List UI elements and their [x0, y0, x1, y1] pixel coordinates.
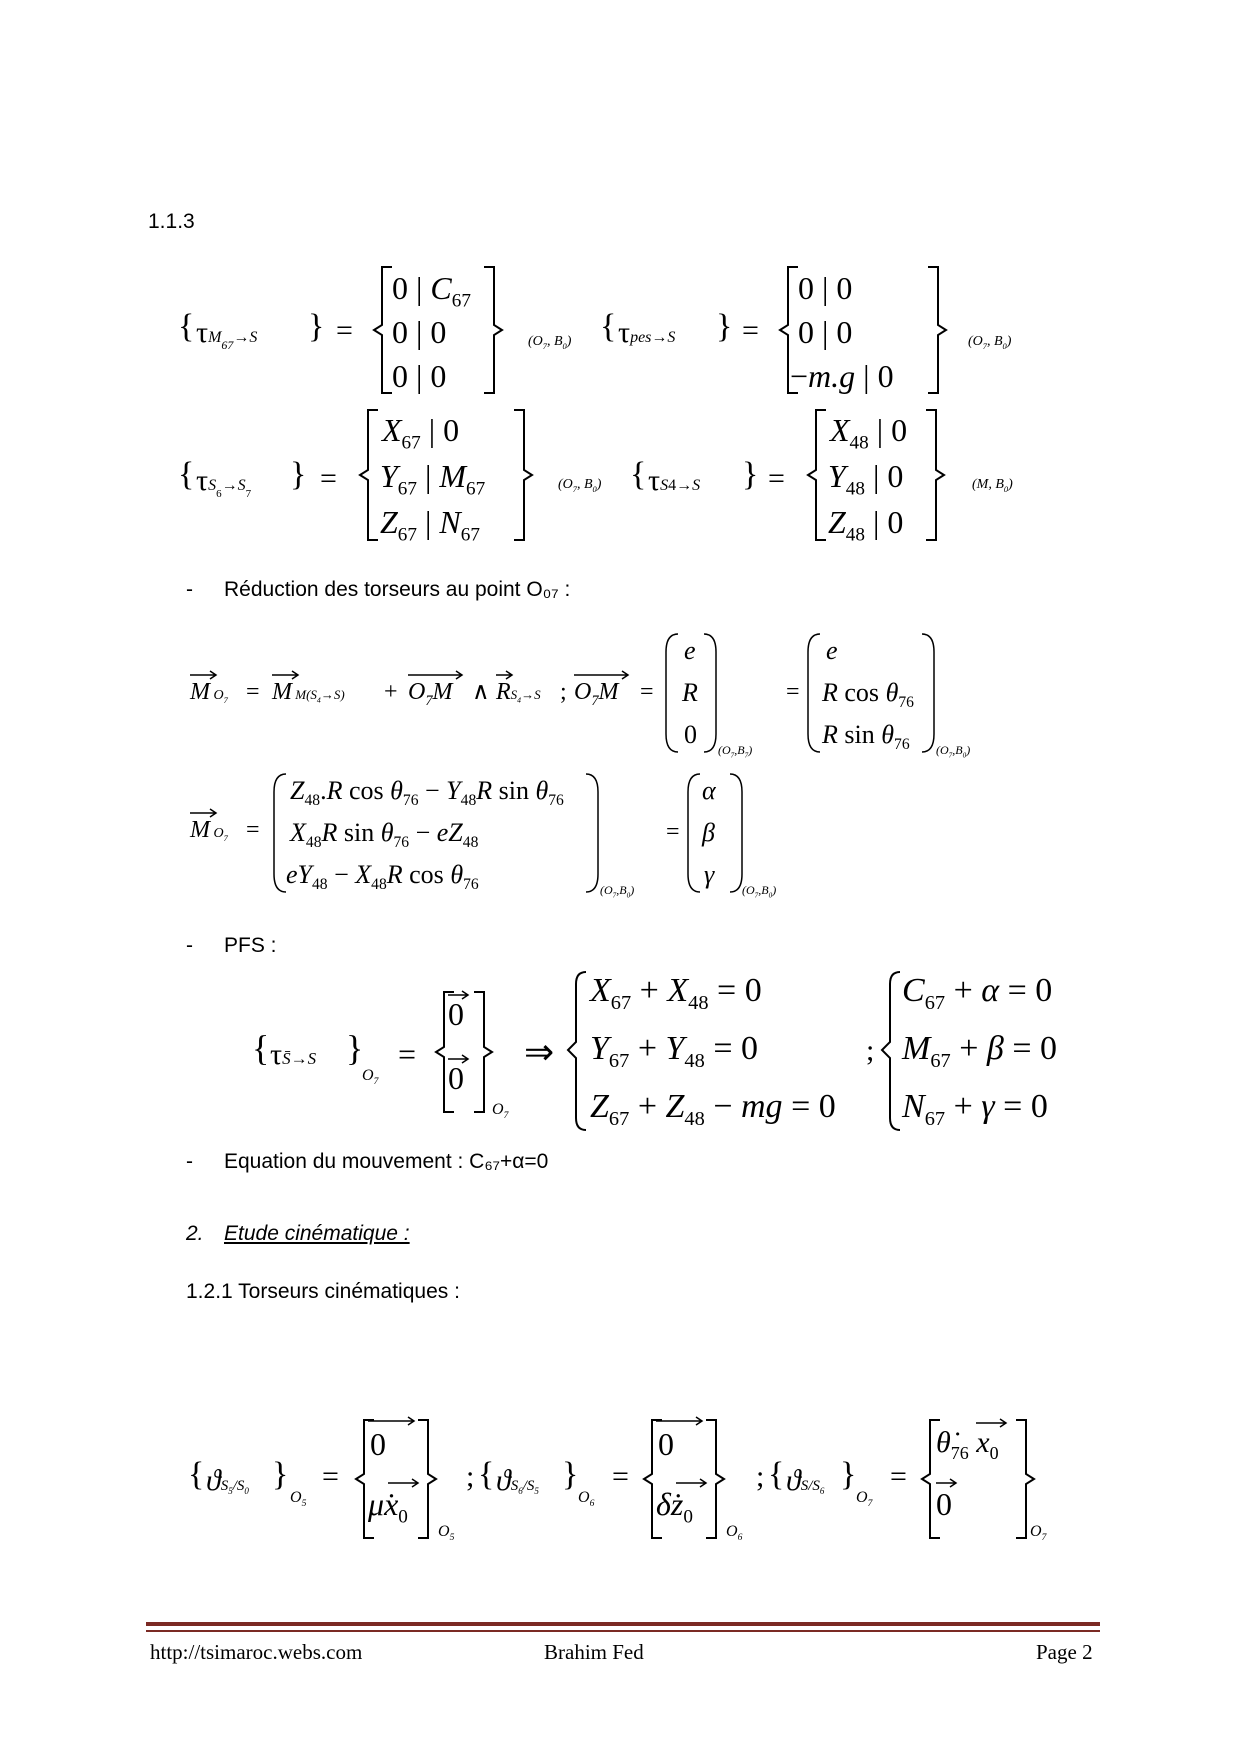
bullet-equation-mouvement: Equation du mouvement : C₆₇+α=0 [224, 1150, 549, 1173]
bullet-dash: - [186, 578, 193, 601]
footer-url[interactable]: http://tsimaroc.webs.com [150, 1640, 363, 1664]
footer-rule-thin [146, 1630, 1100, 1632]
subheading-torseurs-cinematiques: 1.2.1 Torseurs cinématiques : [186, 1280, 460, 1303]
bullet-dash: - [186, 934, 193, 957]
heading-etude-cinematique: Etude cinématique : [224, 1222, 410, 1245]
bullet-pfs: PFS : [224, 934, 277, 957]
heading-number: 2. [186, 1222, 204, 1245]
bullet-dash: - [186, 1150, 193, 1173]
section-number: 1.1.3 [148, 210, 195, 233]
bullet-reduction: Réduction des torseurs au point O₀₇ : [224, 578, 571, 601]
footer-rule [146, 1622, 1100, 1626]
footer-author: Brahim Fed [544, 1640, 644, 1664]
footer-page-number: Page 2 [1036, 1640, 1093, 1664]
